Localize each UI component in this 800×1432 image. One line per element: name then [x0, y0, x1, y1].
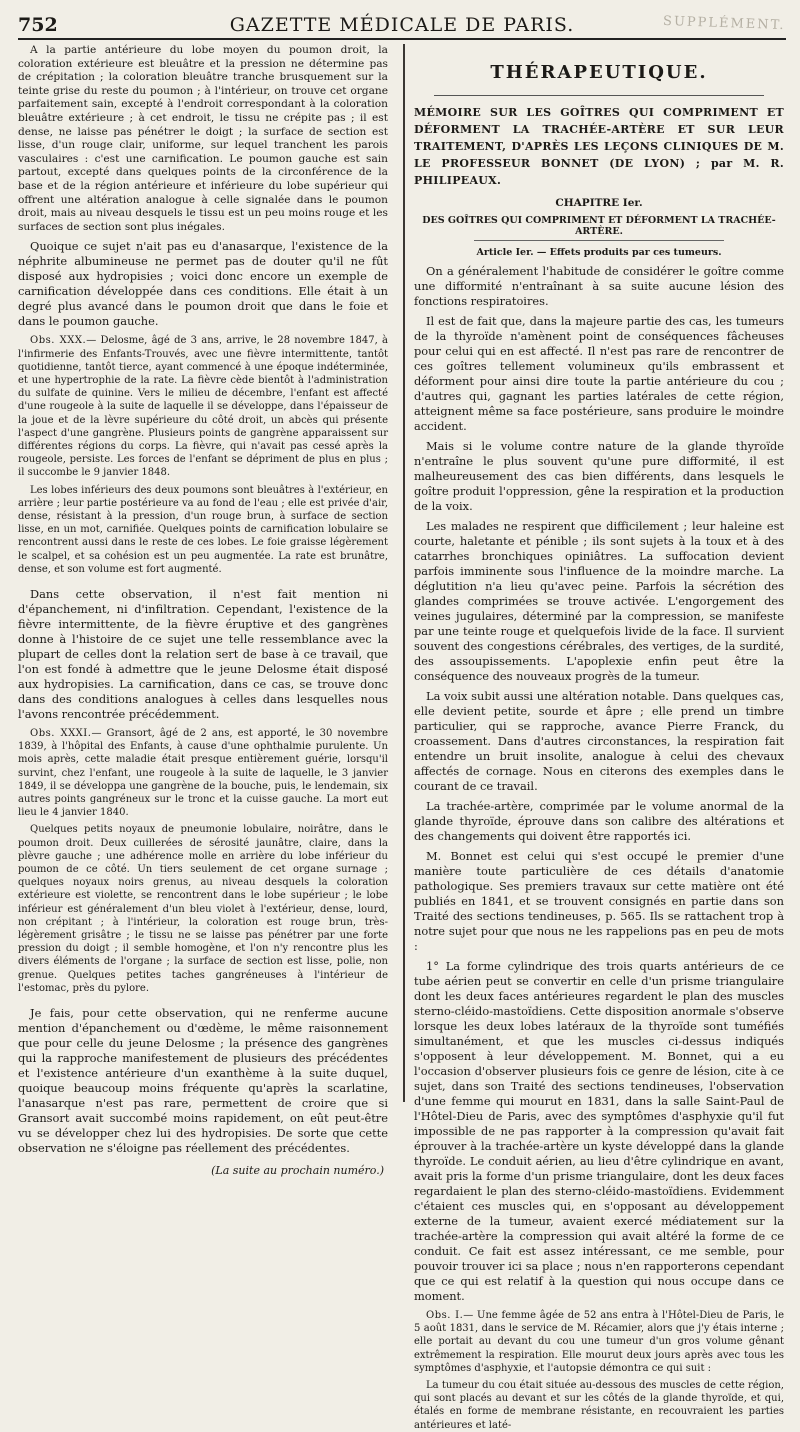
continuation-note: (La suite au prochain numéro.)	[211, 1164, 384, 1178]
left-column	[18, 44, 396, 1178]
column-divider	[403, 44, 405, 1102]
article-heading: Article Ier. — Effets produits par ces tumeurs.	[476, 247, 722, 258]
paragraph-gransort-remark: Je fais, pour cette observation, qui ne renferme aucune mention d'épanchement ou d'œdème, le même raisonnement que pour celle du jeune Delosme ; la présence des gangrènes qui la rapproche manifestement de plusieurs des précédentes et l'existence antérieure d'un exanthème à la suite duquel, quoique beaucoup moins fréquente qu'après la scarlatine, l'anasarque n'est pas rare, permettent de croire que si Gransort avait succombé moins rapidement, on eût peut-être vu se développer chez lui des hydropisies. De sorte que cette observation ne s'éloigne pas réellement des précédentes.	[18, 1006, 388, 1156]
observation-31-autopsy: Quelques petits noyaux de pneumonie lobulaire, noirâtre, dans le poumon droit. Deux cuillerées de sérosité jaunâtre, claire, dans la plèvre gauche ; une adhérence molle en arrière du lobe inférieur du poumon de ce côté. Un tiers seulement de cet organe surnage ; quelques noyaux noirs grenus, au niveau desquels la coloration extérieure est violette, se rencontrent dans le lobe supérieur ; le lobe inférieur est généralement d'un bleu violet à l'extérieur, dense, lourd, non crépitant ; à l'intérieur, la coloration est rouge brun, très-légèrement grisâtre ; le tissu ne se laisse pas pénétrer par une forte pression du doigt ; il semble homogène, et l'on n'y rencontre plus les divers éléments de l'organe ; la surface de section est lisse, polie, non grenue. Quelques petites taches gangréneuses à l'intérieur de l'estomac, près du pylore.	[18, 824, 388, 994]
observation-1-label: Obs. I.	[426, 1310, 464, 1321]
page-number: 752	[18, 14, 58, 36]
paragraph-bonnet: M. Bonnet est celui qui s'est occupé le premier d'une manière toute particulière de ces détails d'anatomie pathologique. Ses premiers travaux sur cette matière ont été publiés en 1841, et se trouvent consignés en partie dans son Traité des sections tendineuses, p. 565. Ils se rattachent trop à notre sujet pour que nous ne les rappelions pas en peu de mots :	[414, 849, 784, 953]
chapter-subtitle: DES GOÎTRES QUI COMPRIMENT ET DÉFORMENT LA TRACHÉE-ARTÈRE.	[422, 215, 776, 237]
observation-31-text: — Gransort, âgé de 2 ans, est apporté, le 30 novembre 1839, à l'hôpital des Enfants, à cause d'une ophthalmie purulente. Un mois après, cette maladie était presque entièrement guérie, lorsqu'il survint, chez l'enfant, une rougeole à la suite de laquelle, le 3 janvier 1849, il se développa une gangrène de la bouche, puis, le lendemain, six autres points gangréneux sur le tronc et la cuisse gauche. La mort eut lieu le 4 janvier 1840.	[18, 727, 388, 819]
memoir-title: MÉMOIRE SUR LES GOÎTRES QUI COMPRIMENT ET DÉFORMENT LA TRACHÉE-ARTÈRE ET SUR LEUR TRAITEMENT, D'APRÈS LES LEÇONS CLINIQUES DE M. LE PROFESSEUR BONNET (DE LYON) ; par M. R. PHILIPEAUX.	[414, 106, 784, 187]
right-column	[412, 44, 784, 1431]
paragraph-voice: La voix subit aussi une altération notable. Dans quelques cas, elle devient petite, sourde et âpre ; elle prend un timbre particulier, qui se rapproche, avance Pierre Franck, du croassement. Dans d'autres circonstances, la respiration fait entendre un bruit insolite, analogue à celui des chevaux affectés de cornage. Nous en citerons des exemples dans le courant de ce travail.	[414, 689, 784, 793]
paragraph-trachea: La trachée-artère, comprimée par le volume anormal de la glande thyroïde, éprouve dans son calibre des altérations et des changements qui doivent être rapportés ici.	[414, 799, 784, 843]
observation-30-text: — Delosme, âgé de 3 ans, arrive, le 28 novembre 1847, à l'infirmerie des Enfants-Trouvés, avec une fièvre intermittente, tantôt quotidienne, tantôt tierce, ayant commencé à une époque indéterminée, et une hypertrophie de la rate. La fièvre cède bientôt à l'administration du sulfate de quinine. Vers le milieu de décembre, l'enfant est affecté d'une rougeole à la suite de laquelle il se développe, dans l'épaisseur de la joue et de la lèvre supérieure du côté droit, un abcès qui présente l'aspect d'une gangrène. Plusieurs points de gangrène apparaissent sur différentes régions du corps. La fièvre, qui n'avait pas cessé après la rougeole, persiste. Les forces de l'enfant se dépriment de plus en plus ; il succombe le 9 janvier 1848.	[18, 335, 389, 479]
spacer	[18, 999, 388, 1006]
observation-1-text: — Une femme âgée de 52 ans entra à l'Hôtel-Dieu de Paris, le 5 août 1831, dans le service de M. Récamier, alors que j'y étais interne ; elle portait au devant du cou une tumeur d'un gros volume gênant extrêmement la respiration. Elle mourut deux jours après avec tous les symptômes d'asphyxie, et l'autopsie démontra ce qui suit :	[414, 1310, 784, 1374]
paragraph-intro: On a généralement l'habitude de considérer le goître comme une difformité n'entraînant à sa suite aucune lésion des fonctions respiratoires.	[414, 264, 784, 308]
paragraph-lung-findings: A la partie antérieure du lobe moyen du poumon droit, la coloration extérieure est bleuâtre et la pression ne détermine pas de crépitation ; la coloration bleuâtre tranche brusquement sur la teinte grise du reste du poumon ; à l'intérieur, on trouve cet organe parfaitement sain, excepté à l'endroit correspondant à la coloration bleuâtre extérieure ; à cet endroit, le tissu ne crépite pas ; il est dense, ne laisse pas pénétrer le doigt ; la surface de section est lisse, d'un rouge clair, uniforme, sur lequel tranchent les parois vasculaires : c'est une carnification. Le poumon gauche est sain partout, excepté dans quelques points de la circonférence de la base et de la région antérieure et inférieure du lobe supérieur qui offrent une altération analogue à celle signalée dans le poumon droit, mais au niveau desquels le tissu est un peu moins rouge et les surfaces de section sont plus inégales.	[18, 44, 388, 233]
section-rule	[434, 95, 764, 96]
observation-30	[18, 334, 388, 479]
paragraph-anasarca-remark: Quoique ce sujet n'ait pas eu d'anasarque, l'existence de la néphrite albumineuse ne permet pas de douter qu'il ne fût disposé aux hydropisies ; voici donc encore un exemple de carnification développée dans ces conditions. Elle était à un degré plus avancé dans le poumon droit que dans le foie et dans le poumon gauche.	[18, 239, 388, 329]
spacer	[18, 580, 388, 587]
paragraph-symptoms: Les malades ne respirent que difficilement ; leur haleine est courte, haletante et pénible ; ils sont sujets à la toux et à des catarrhes bronchiques opiniâtres. La suffocation devient parfois imminente sous l'influence de la moindre marche. La déglutition n'a lieu qu'avec peine. Parfois la sécrétion des glandes comprimées se trouve activée. L'engorgement des veines jugulaires, déterminé par la compression, se manifeste par une teinte rouge et quelquefois livide de la face. Il survient souvent des congestions cérébrales, des vertiges, de la surdité, des assoupissements. L'apoplexie enfin peut être la conséquence des nouveaux progrès de la tumeur.	[414, 519, 784, 683]
paragraph-goitre-volume: Il est de fait que, dans la majeure partie des cas, les tumeurs de la thyroïde n'amènent point de conséquences fâcheuses pour celui qui en est affecté. Il n'est pas rare de rencontrer de ces goîtres tellement volumineux qu'ils embrassent et déforment pour ainsi dire toute la partie antérieure du cou ; d'autres qui, gagnant les parties latérales de cette région, atteignent même sa face postérieure, sans produire le moindre accident.	[414, 314, 784, 433]
observation-1	[414, 1309, 784, 1375]
running-head	[18, 10, 786, 40]
observation-31-label: Obs. XXXI.	[30, 727, 92, 739]
observation-31	[18, 727, 388, 819]
paragraph-cylindrical-form: 1° La forme cylindrique des trois quarts antérieurs de ce tube aérien peut se convertir en celle d'un prisme triangulaire dont les deux faces antérieures regardent le plan des muscles sterno-cléido-mastoïdiens. Cette disposition anormale s'observe lorsque les deux lobes latéraux de la thyroïde sont tuméfiés simultanément, et que les muscles ci-dessus indiqués s'opposent à leur développement. M. Bonnet, qui a eu l'occasion d'observer plusieurs fois ce genre de lésion, cite à ce sujet, dans son Traité des sections tendineuses, l'observation d'une femme qui mourut en 1831, dans la salle Saint-Paul de l'Hôtel-Dieu de Paris, avec des symptômes d'asphyxie qu'il fut impossible de ne pas rapporter à la compression qu'avait fait éprouver à la trachée-artère un kyste développé dans la glande thyroïde. Le conduit aérien, au lieu d'être cylindrique en avant, avait pris la forme d'un prisme triangulaire, dont les deux faces regardaient le plan des sterno-cléido-mastoïdiens. Evidemment c'étaient ces muscles qui, en s'opposant au développement externe de la tumeur, avaient exercé médiatement sur la trachée-artère la compression qui avait altéré la forme de ce conduit. Ce fait est assez intéressant, ce me semble, pour pouvoir trouver ici sa place ; nous n'en rapporterons cependant que ce qui est relatif à la question qui nous occupe dans ce moment.	[414, 959, 784, 1303]
columns	[18, 44, 786, 1431]
observation-30-autopsy: Les lobes inférieurs des deux poumons sont bleuâtres à l'extérieur, en arrière ; leur partie postérieure va au fond de l'eau ; elle est privée d'air, dense, résistant à la pression, d'un rouge brun, à surface de section lisse, en un mot, carnifiée. Quelques points de carnification lobulaire se rencontrent aussi dans le reste de ces lobes. Le foie graisse légèrement le scalpel, et sa cohésion est un peu augmentée. La rate est brunâtre, dense, et son volume est fort augmenté.	[18, 484, 388, 575]
observation-1-autopsy: La tumeur du cou était située au-dessous des muscles de cette région, qui sont placés au devant et sur les côtés de la glande thyroïde, et qui, étalés en forme de membrane résistante, en recouvraient les parties antérieures et laté-	[414, 1380, 784, 1431]
journal-title: GAZETTE MÉDICALE DE PARIS.	[229, 14, 575, 36]
supplement-stamp: SUPPLÉMENT.	[663, 13, 787, 34]
section-title: THÉRAPEUTIQUE.	[490, 62, 708, 83]
paragraph-difformity: Mais si le volume contre nature de la glande thyroïde n'entraîne le plus souvent qu'une pure difformité, il est malheureusement des cas bien différents, dans lesquels le goître produit l'oppression, gêne la respiration et la production de la voix.	[414, 439, 784, 513]
paragraph-delosme-remark: Dans cette observation, il n'est fait mention ni d'épanchement, ni d'infiltration. Cependant, l'existence de la fièvre intermittente, de la fièvre éruptive et des gangrènes donne à l'histoire de ce sujet une telle ressemblance avec la plupart de celles dont la relation sert de base à ce travail, que l'on est fondé à admettre que le jeune Delosme était disposé aux hydropisies. La carnification, dans ce cas, se trouve donc dans des conditions analogues à celles dans lesquelles nous l'avons rencontrée précédemment.	[18, 586, 388, 721]
observation-30-label: Obs. XXX.	[30, 335, 87, 347]
chapter-rule	[474, 240, 724, 241]
chapter-heading: CHAPITRE Ier.	[555, 197, 643, 209]
